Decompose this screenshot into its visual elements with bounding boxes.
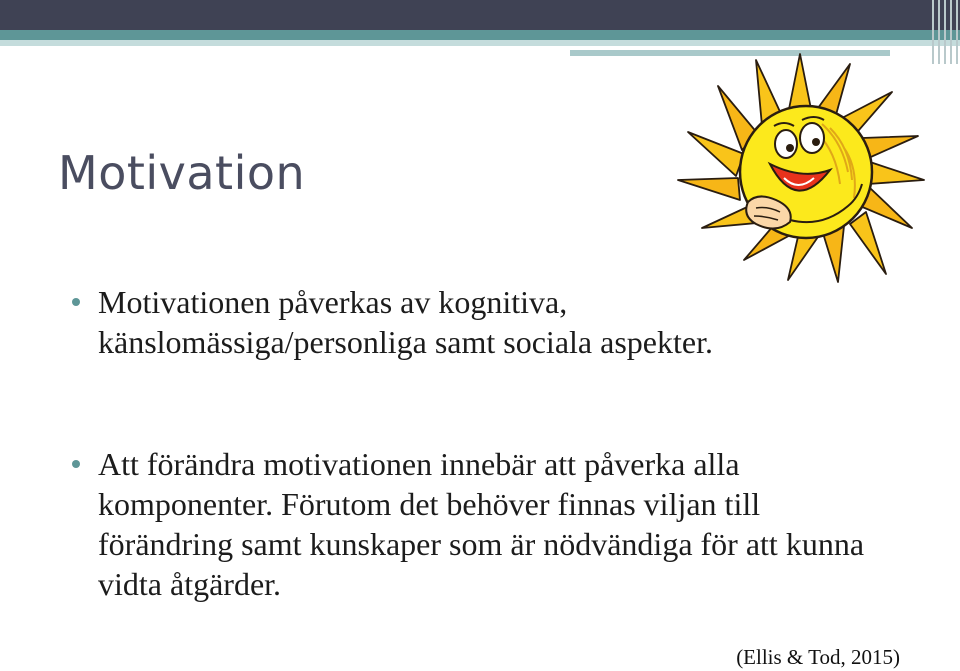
header-stripe-teal — [0, 30, 960, 40]
citation: (Ellis & Tod, 2015) — [736, 645, 900, 669]
slide-title: Motivation — [58, 146, 306, 200]
smiling-sun-icon — [672, 52, 928, 284]
header-stripe-light — [0, 40, 960, 46]
bullet-list — [70, 282, 890, 604]
top-header-bar — [0, 0, 960, 30]
corner-decoration — [928, 0, 960, 64]
bullet-item: Att förändra motivationen innebär att påverka alla komponenter. Förutom det behöver finnas viljan till förändring samt kunskaper som är nödvändiga för att kunna vidta åtgärder. — [70, 444, 890, 604]
left-eye — [775, 130, 797, 158]
right-eye — [800, 123, 824, 153]
bullet-item: Motivationen påverkas av kognitiva, känslomässiga/personliga samt sociala aspekter. — [70, 282, 890, 362]
